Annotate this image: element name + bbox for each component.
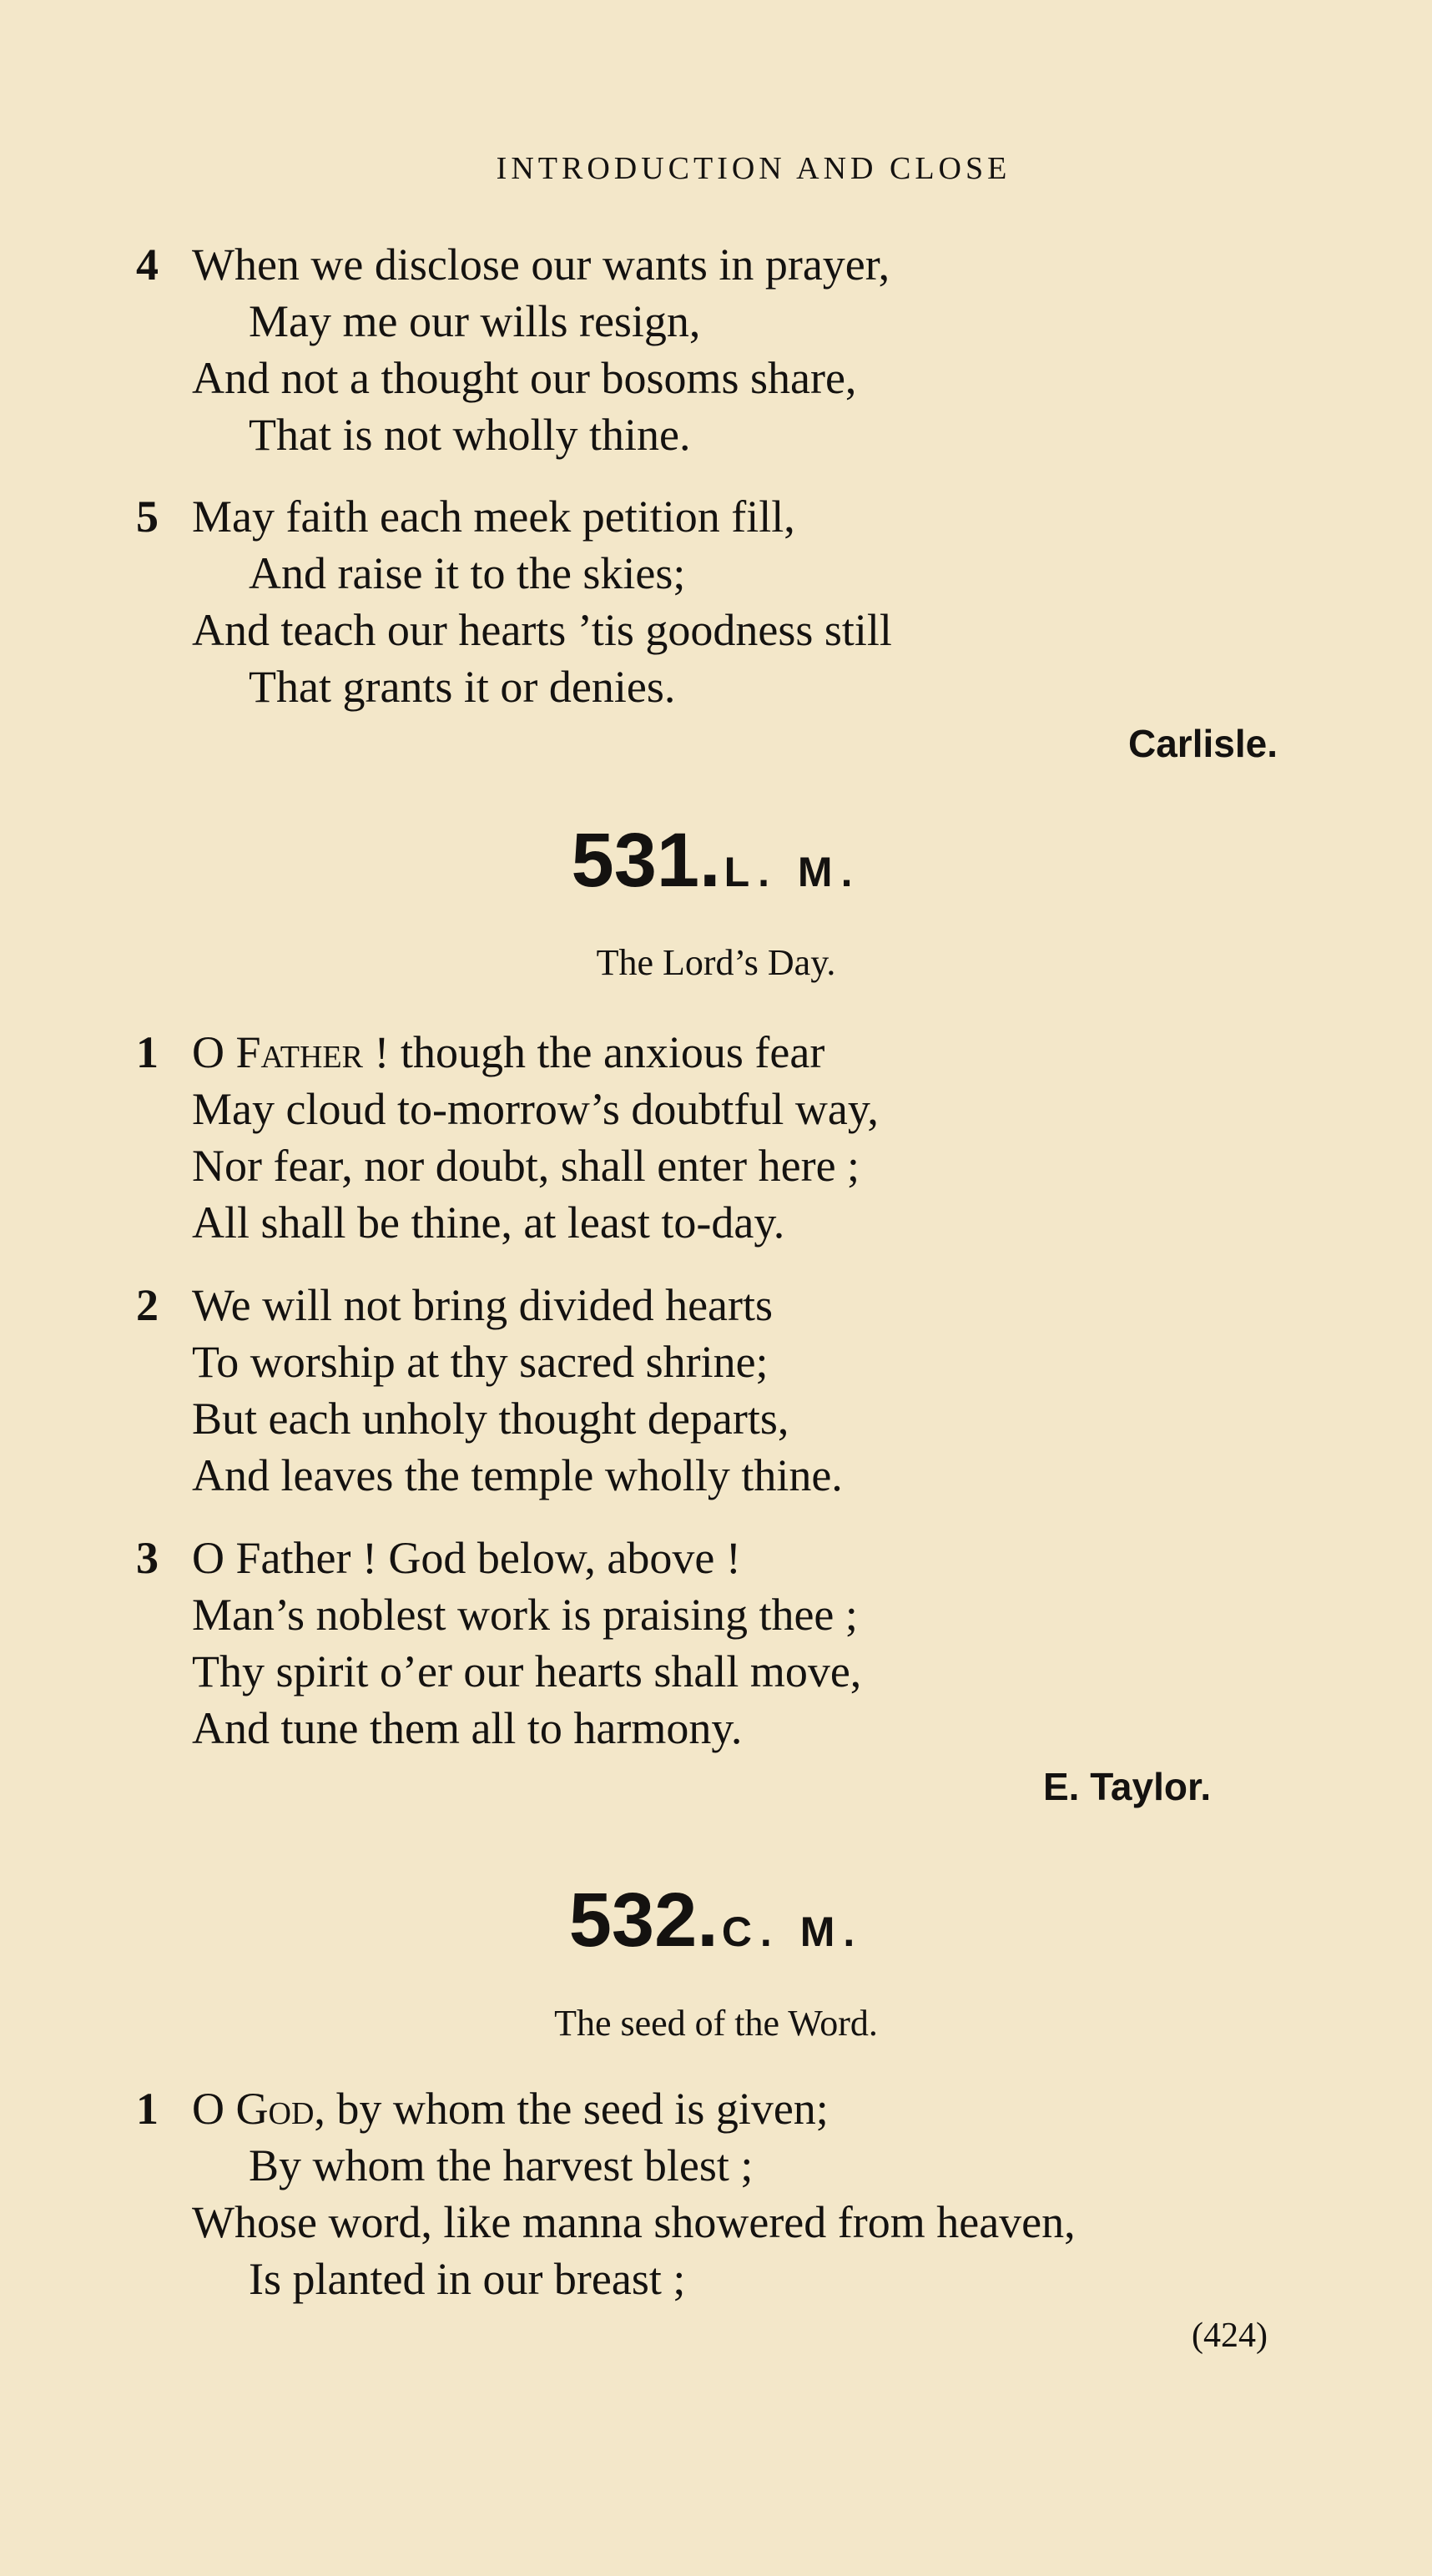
verse-line: May cloud to-morrow’s doubtful way, [192,1084,879,1134]
stanza-number: 3 [136,1533,159,1583]
hymn-number: 532 [568,1878,698,1963]
verse-line: Nor fear, nor doubt, shall enter here ; [192,1141,860,1191]
stanza-number: 1 [136,1027,159,1077]
stanza-number: 4 [136,239,159,290]
stanza-number: 1 [136,2084,159,2134]
hymn-title: The Lord’s Day. [596,942,836,983]
hymn-heading: 532. C. M. [568,1878,864,1963]
verse-line: But each unholy thought departs, [192,1394,789,1444]
verse-line: Is planted in our breast ; [249,2254,686,2304]
hymn-number: 531 [571,818,700,903]
verse-line: May me our wills resign, [249,296,701,346]
verse-line: And raise it to the skies; [249,548,686,598]
verse-line: May faith each meek petition fill, [192,492,795,542]
verse-line: And tune them all to harmony. [192,1703,743,1753]
verse-line: Whose word, like manna showered from heaven, [192,2197,1076,2247]
running-head: INTRODUCTION AND CLOSE [496,151,1011,186]
hymn-meter: C. M. [721,1908,864,1955]
stanza-number: 5 [136,492,159,542]
hymn-heading: 531. L. M. [571,818,861,903]
page-number: (424) [1192,2316,1268,2355]
small-caps-word: Father [235,1027,363,1077]
small-caps-word: God [235,2084,315,2134]
verse-line: When we disclose our wants in prayer, [192,239,890,290]
verse-line: That grants it or denies. [249,662,676,712]
hymn-author: Carlisle. [1128,722,1278,765]
verse-line: We will not bring divided hearts [192,1280,774,1330]
verse-line: By whom the harvest blest ; [249,2140,754,2190]
verse-line: O God, by whom the seed is given; [192,2084,829,2134]
verse-line: Thy spirit o’er our hearts shall move, [192,1646,862,1696]
verse-line: That is not wholly thine. [249,410,691,460]
verse-line: Man’s noblest work is praising thee ; [192,1590,858,1640]
verse-line: And not a thought our bosoms share, [192,353,857,403]
stanza-number: 2 [136,1280,159,1330]
verse-line: To worship at thy sacred shrine; [192,1337,769,1387]
verse-line: And leaves the temple wholly thine. [192,1450,843,1500]
verse-line: O Father ! though the anxious fear [192,1027,825,1077]
verse-line: All shall be thine, at least to-day. [192,1197,785,1248]
hymn-author: E. Taylor. [1043,1765,1212,1808]
verse-line: O Father ! God below, above ! [192,1533,741,1583]
hymn-title: The seed of the Word. [554,2003,878,2044]
verse-line: And teach our hearts ’tis goodness still [192,605,892,655]
hymn-meter: L. M. [724,849,861,895]
